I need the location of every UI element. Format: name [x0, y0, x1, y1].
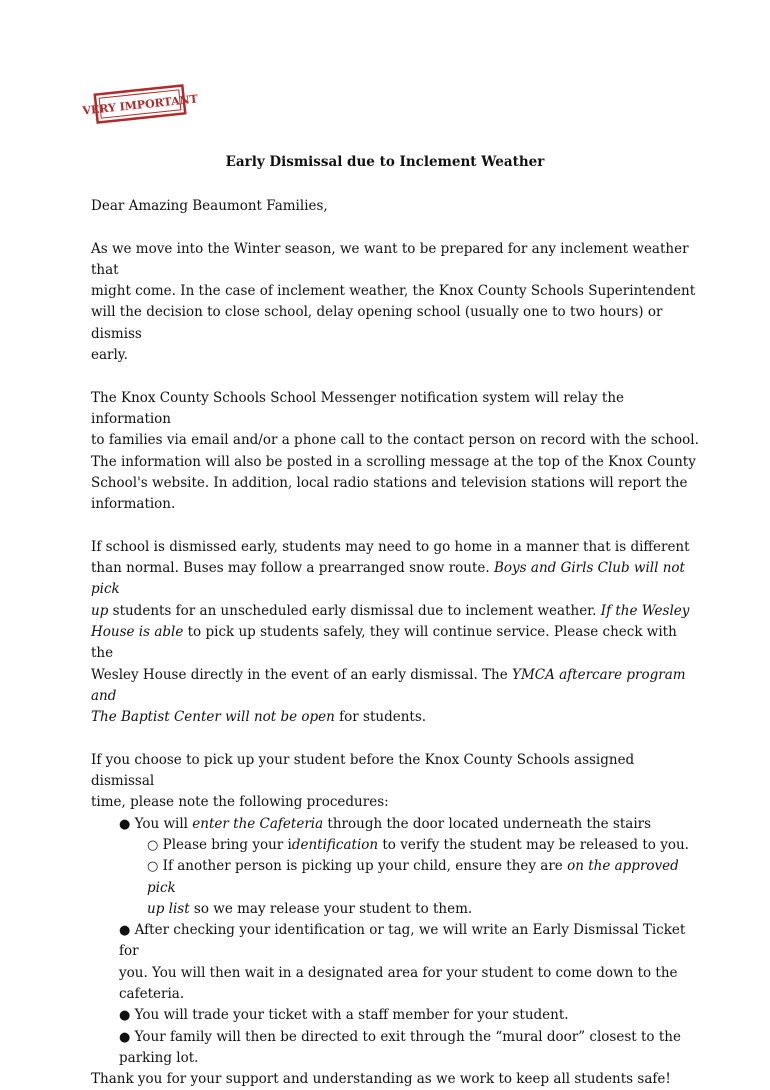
para1-line4: early.: [91, 347, 128, 364]
sub-bullet-2: ○ If another person is picking up your child, ensure they are on the approved pick: [147, 858, 679, 896]
sub-bullet-2-cont: up list so we may release your student to them.: [147, 900, 473, 917]
para3-line1: If school is dismissed early, students may need to go home in a manner that is different: [91, 538, 690, 555]
bullet-2-cont2: cafeteria.: [119, 985, 185, 1002]
filled-bullet-icon: ●: [119, 816, 131, 832]
para3-line2: than normal. Buses may follow a prearranged snow route. Boys and Girls Club will not pick: [91, 560, 685, 598]
para2-line4: School's website. In addition, local radio stations and television stations will report the: [91, 474, 688, 491]
bullet-2: ● After checking your identification or tag, we will write an Early Dismissal Ticket for: [119, 922, 686, 960]
filled-bullet-icon: ●: [119, 1029, 131, 1045]
filled-bullet-icon: ●: [119, 1008, 131, 1024]
para3-line4: House is able to pick up students safely, they will continue service. Please check with the: [91, 623, 677, 662]
very-important-stamp: [81, 84, 199, 124]
para3-line6: The Baptist Center will not be open for students.: [91, 709, 427, 726]
hollow-bullet-icon: ○: [147, 837, 159, 853]
document-title: Early Dismissal due to Inclement Weather: [225, 154, 545, 170]
para3-line3: up students for an unscheduled early dismissal due to inclement weather. If the Wesley: [91, 602, 690, 619]
letter-body: [91, 196, 701, 1090]
hollow-bullet-icon: ○: [147, 859, 159, 875]
para1-line1: As we move into the Winter season, we want to be prepared for any inclement weather that: [91, 240, 689, 278]
filled-bullet-icon: ●: [119, 923, 131, 939]
sub-bullet-1: ○ Please bring your identification to verify the student may be released to you.: [147, 836, 689, 853]
bullet-4-cont: parking lot.: [119, 1049, 199, 1066]
bullet-2-cont1: you. You will then wait in a designated area for your student to come down to the: [119, 964, 678, 981]
para3-line5: Wesley House directly in the event of an early dismissal. The YMCA aftercare program and: [91, 666, 686, 704]
bullet-1: ● You will enter the Cafeteria through the door located underneath the stairs: [119, 815, 652, 832]
para4-line2: time, please note the following procedures:: [91, 794, 389, 811]
bullet-3: ● You will trade your ticket with a staff member for your student.: [119, 1007, 569, 1024]
bullet-4: ● Your family will then be directed to exit through the “mural door” closest to the: [119, 1028, 681, 1045]
stamp-text: VERY IMPORTANT: [81, 92, 199, 118]
para4-line1: If you choose to pick up your student before the Knox County Schools assigned dismissal: [91, 751, 635, 790]
para1-line2: might come. In the case of inclement weather, the Knox County Schools Superintendent: [91, 283, 696, 300]
closing: Thank you for your support and understanding as we work to keep all students safe!: [91, 1071, 671, 1088]
para2-line3: The information will also be posted in a scrolling message at the top of the Knox County: [91, 453, 696, 470]
para1-line3: will the decision to close school, delay opening school (usually one to two hours) or dismiss: [91, 304, 663, 342]
greeting: Dear Amazing Beaumont Families,: [91, 198, 328, 214]
para2-line1: The Knox County Schools School Messenger notification system will relay the information: [91, 389, 625, 427]
para2-line5: information.: [91, 496, 176, 513]
para2-line2: to families via email and/or a phone call to the contact person on record with the school.: [91, 432, 699, 449]
